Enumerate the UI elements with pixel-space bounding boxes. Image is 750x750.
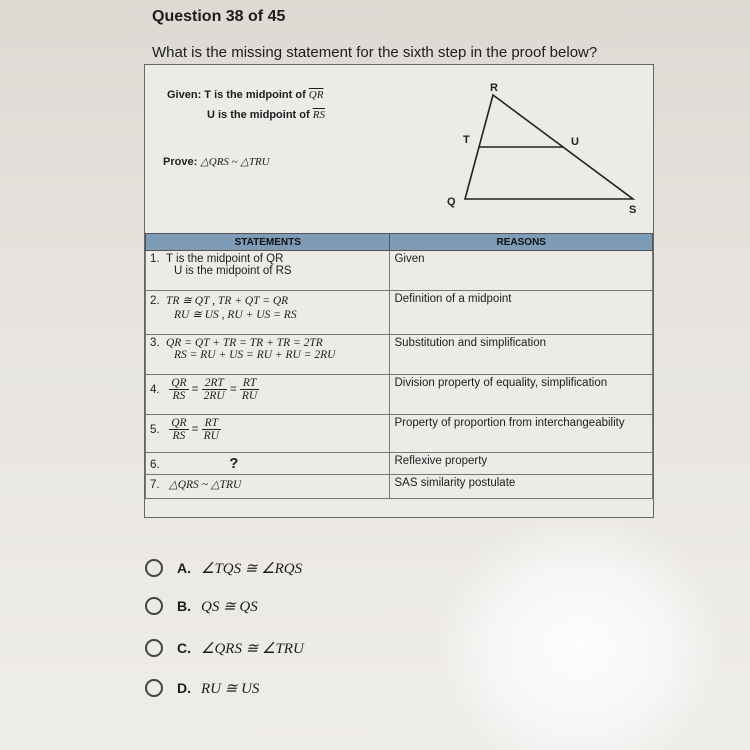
step-number: 3. [150,337,160,349]
given-line-2 [207,109,325,121]
statement-line: RU ≅ US , RU + US = RS [174,309,297,321]
denominator: RS [172,430,186,442]
statement-line: RS = RU + US = RU + RU = 2RU [174,349,336,361]
proof-table [145,233,653,499]
step-number: 7. [150,479,160,491]
reason-cell: Property of proportion from interchangeability [390,415,653,453]
triangle-figure [445,81,655,215]
numerator: QR [171,417,187,429]
numerator: 2RT [202,377,227,390]
missing-statement: ? [229,455,239,472]
step-number: 5. [150,423,160,436]
table-row [146,415,653,453]
denominator: RU [241,390,258,402]
statement-cell [146,251,390,291]
statement-line: QR = QT + TR = TR + TR = 2TR [166,337,323,349]
prove-line [163,155,270,168]
step-number: 2. [150,295,160,307]
given-line1-segment: $\overline{QR}$ [308,89,324,101]
choice-b[interactable] [145,594,445,618]
choice-d[interactable] [145,676,445,700]
statement-line: TR ≅ QT , TR + QT = QR [166,295,289,307]
radio-icon[interactable] [145,597,163,615]
choice-letter: D. [177,680,191,696]
fraction [202,417,221,442]
denominator: RU [203,430,219,442]
statement-cell [146,335,390,375]
fraction [169,377,188,402]
step-number: 1. [150,253,160,265]
reason-cell: Division property of equality, simplification [390,375,653,415]
fraction [240,377,259,402]
statement-cell [146,291,390,335]
radio-icon[interactable] [145,679,163,697]
fraction [202,377,227,402]
step-number: 6. [150,459,160,471]
statement-line: U is the midpoint of RS [174,265,292,277]
table-row [146,251,653,291]
choice-text: ∠QRS ≅ ∠TRU [201,640,304,657]
choice-text: QS ≅ QS [201,598,258,615]
prove-label: Prove: [163,156,198,168]
fraction [169,417,188,442]
numerator: RT [202,417,221,430]
vertex-label-s: S [629,204,637,215]
screen-glare [440,520,720,750]
table-row [146,335,653,375]
given-line1-text: T is the midpoint of [204,89,306,101]
choice-c[interactable] [145,636,445,660]
choice-letter: C. [177,640,191,656]
reasons-header: REASONS [390,234,653,251]
denominator: 2RU [203,390,225,402]
table-row [146,475,653,499]
given-line2-segment: $\overline{RS}$ [312,109,325,121]
given-line2-text: U is the midpoint of [207,109,310,121]
given-label: Given: [167,89,202,101]
statement-line: ~ △TRU [201,479,242,491]
choice-letter: B. [177,598,191,614]
radio-icon[interactable] [145,559,163,577]
reason-cell: SAS similarity postulate [390,475,653,499]
table-row [146,375,653,415]
choice-text: RU ≅ US [201,680,260,697]
denominator: RS [172,390,186,402]
choice-text: ∠TQS ≅ ∠RQS [201,560,303,577]
vertex-label-t: T [463,134,470,146]
question-counter: Question 38 of 45 [152,8,286,25]
reason-cell: Reflexive property [390,453,653,475]
table-row [146,453,653,475]
step-number: 4. [150,383,160,396]
given-line-1 [167,89,323,101]
statement-line: △QRS [168,479,199,491]
numerator: QR [171,377,187,389]
question-prompt: What is the missing statement for the sixth step in the proof below? [152,44,598,61]
numerator: RT [240,377,259,390]
choice-letter: A. [177,560,191,576]
table-row [146,291,653,335]
statement-cell [146,475,390,499]
reason-cell: Substitution and simplification [390,335,653,375]
radio-icon[interactable] [145,639,163,657]
reason-cell: Given [390,251,653,291]
statement-cell: 5. $\frac{QR}{RS}$ = $\frac{RT}{RU}$ [146,415,390,453]
vertex-label-q: Q [447,196,456,208]
statements-header: STATEMENTS [146,234,390,251]
statement-cell [146,453,390,475]
reason-cell: Definition of a midpoint [390,291,653,335]
statement-line: T is the midpoint of QR [166,253,284,265]
prove-statement: △QRS ~ △TRU [200,156,270,168]
proof-panel [144,64,654,518]
table-header-row [146,234,653,251]
vertex-label-u: U [571,136,579,148]
statement-cell: 4. $\frac{QR}{RS}$ = $\frac{2RT}{2RU}$ = $\frac{RT}{RU}$ [146,375,390,415]
vertex-label-r: R [490,82,498,94]
choice-a[interactable] [145,556,445,580]
